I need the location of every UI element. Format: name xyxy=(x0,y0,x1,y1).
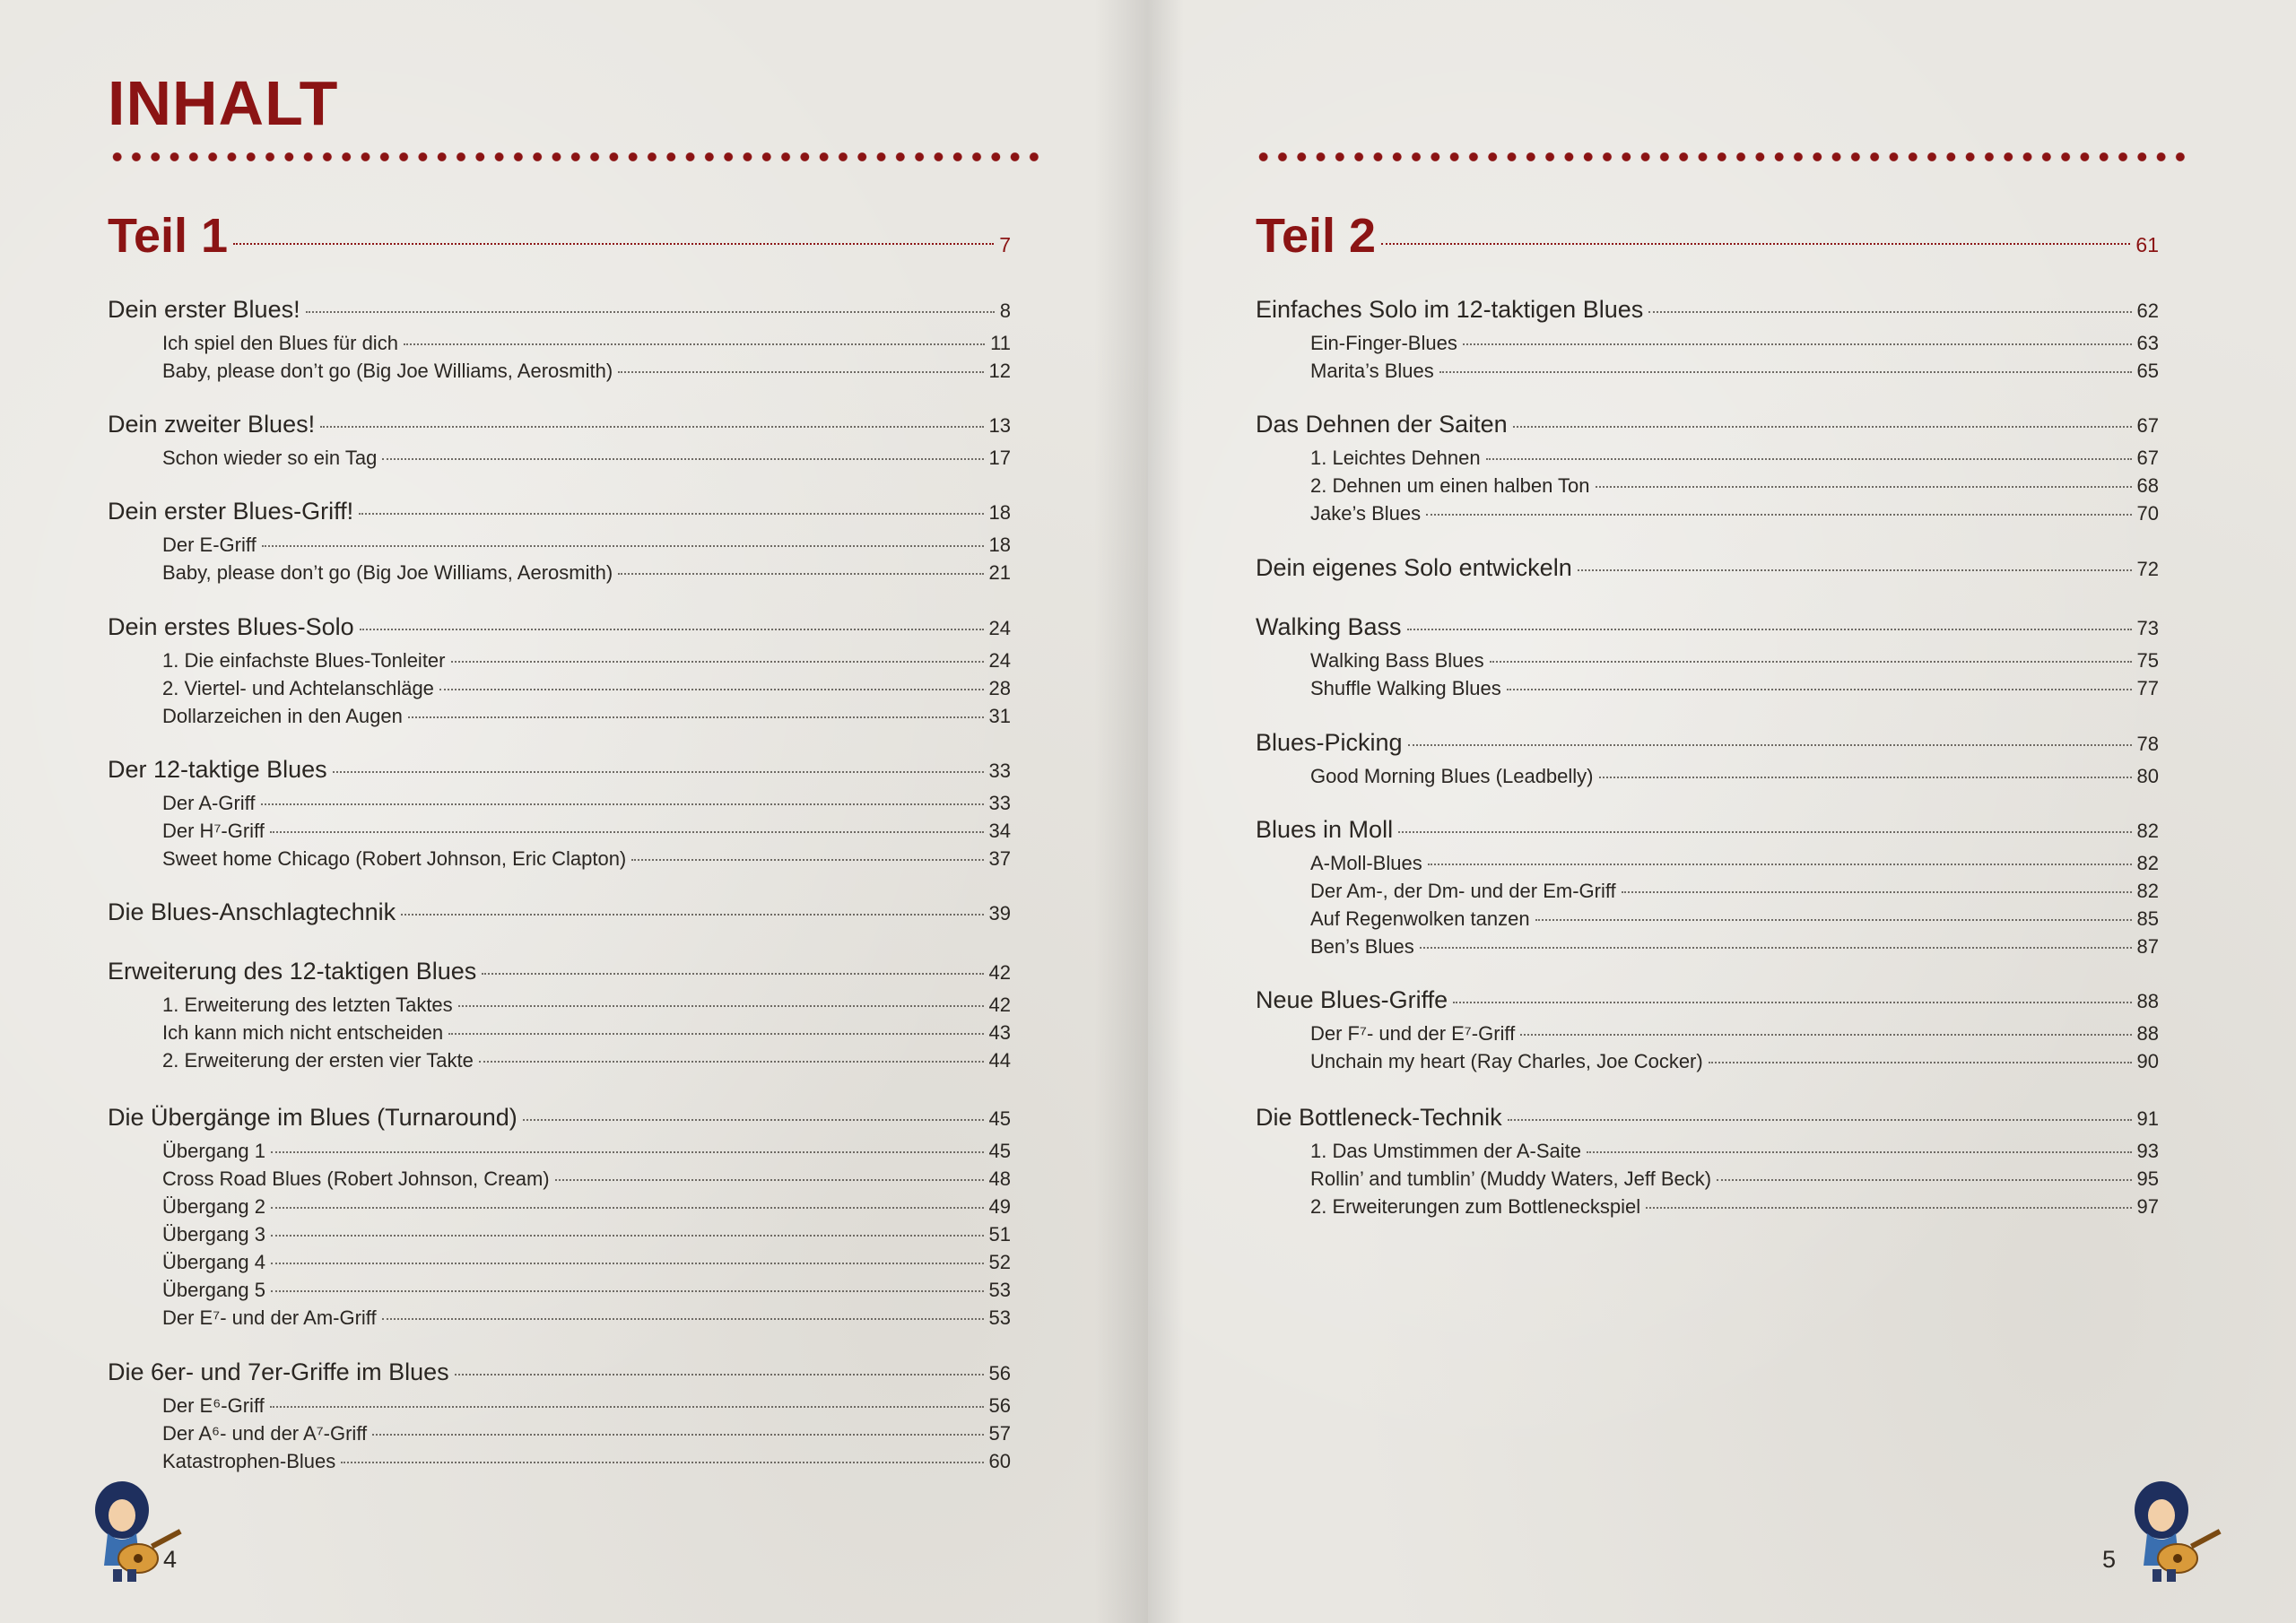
toc-page-number: 67 xyxy=(2136,447,2159,469)
dot-leader xyxy=(1520,1034,2131,1036)
dot-leader xyxy=(271,1290,984,1292)
toc-entry-title: 2. Erweiterung der ersten vier Takte xyxy=(162,1049,474,1072)
toc-entry-title: 1. Erweiterung des letzten Taktes xyxy=(162,994,453,1016)
toc-entry-title: Übergang 4 xyxy=(162,1251,265,1273)
toc-entry-title: Dein eigenes Solo entwickeln xyxy=(1256,554,1572,581)
toc-entry-title: Der F⁷- und der E⁷-Griff xyxy=(1310,1022,1516,1045)
dot-leader xyxy=(1381,243,2130,245)
dot-leader xyxy=(271,1263,984,1264)
toc-page-number: 77 xyxy=(2136,677,2159,699)
toc-page-number: 80 xyxy=(2136,765,2159,787)
dotted-divider xyxy=(1254,151,2188,163)
toc-page-number: 82 xyxy=(2136,880,2159,902)
toc-page-number: 42 xyxy=(988,994,1011,1016)
dot-leader xyxy=(1578,569,2132,571)
toc-page-number: 49 xyxy=(988,1195,1011,1218)
dot-leader xyxy=(479,1061,984,1063)
dot-leader xyxy=(306,311,995,313)
toc-page-number: 65 xyxy=(2136,360,2159,382)
toc-subentry[interactable] xyxy=(1310,360,2159,383)
toc-page-number: 78 xyxy=(2136,733,2159,755)
dot-leader xyxy=(271,1151,984,1153)
toc-entry-title: Der E⁷- und der Am-Griff xyxy=(162,1306,377,1329)
toc-page-number: 37 xyxy=(988,847,1011,870)
toc-page-number: 60 xyxy=(988,1450,1011,1472)
toc-entry-title: Dein erster Blues! xyxy=(108,296,300,323)
dot-leader xyxy=(333,771,984,773)
dot-leader xyxy=(1507,689,2132,690)
dot-leader xyxy=(270,831,984,833)
dot-leader xyxy=(1490,661,2132,663)
toc-entry-title: Die Blues-Anschlagtechnik xyxy=(108,898,396,925)
dot-leader xyxy=(341,1462,983,1463)
toc-subentry[interactable] xyxy=(1310,1167,2159,1191)
dot-leader xyxy=(1428,864,2132,865)
right-page xyxy=(1148,0,2296,1623)
toc-page-number: 56 xyxy=(988,1362,1011,1384)
toc-subentry[interactable] xyxy=(162,1167,1011,1191)
toc-entry-title: Ich kann mich nicht entscheiden xyxy=(162,1021,444,1044)
toc-page-number: 24 xyxy=(988,617,1011,639)
dot-leader xyxy=(455,1374,984,1376)
toc-subentry[interactable] xyxy=(162,1422,1011,1445)
dot-leader xyxy=(1622,891,2132,893)
toc-entry-title: Blues in Moll xyxy=(1256,816,1394,843)
toc-entry-title: Unchain my heart (Ray Charles, Joe Cocker) xyxy=(1310,1050,1703,1072)
toc-page-number: 67 xyxy=(2136,414,2159,437)
toc-entry-title: Der A⁶- und der A⁷-Griff xyxy=(162,1422,368,1445)
toc-page-number: 85 xyxy=(2136,907,2159,930)
toc-page-number: 53 xyxy=(988,1279,1011,1301)
toc-page-number: 56 xyxy=(988,1394,1011,1417)
toc-entry-title: 2. Viertel- und Achtelanschläge xyxy=(162,677,434,699)
toc-entry-title: Der 12-taktige Blues xyxy=(108,756,327,783)
toc-chapter[interactable] xyxy=(108,1358,1011,1386)
toc-subentry[interactable] xyxy=(162,847,1011,871)
dot-leader xyxy=(372,1434,983,1436)
toc-page-number: 13 xyxy=(988,414,1011,437)
dot-leader xyxy=(1408,744,2132,746)
toc-chapter[interactable] xyxy=(1256,816,2159,844)
toc-entry-title: Übergang 2 xyxy=(162,1195,265,1218)
page-title: INHALT xyxy=(108,68,339,138)
toc-entry-title: Einfaches Solo im 12-taktigen Blues xyxy=(1256,296,1644,323)
dot-leader xyxy=(359,513,983,515)
toc-page-number: 63 xyxy=(2136,332,2159,354)
dot-leader xyxy=(1398,831,2131,833)
toc-page-number: 39 xyxy=(988,902,1011,924)
toc-subentry[interactable] xyxy=(162,1394,1011,1418)
toc-entry-title: Auf Regenwolken tanzen xyxy=(1310,907,1530,930)
toc-page-number: 45 xyxy=(988,1140,1011,1162)
dot-leader xyxy=(1508,1119,2132,1121)
toc-entry-title: Die 6er- und 7er-Griffe im Blues xyxy=(108,1358,449,1385)
dot-leader xyxy=(1535,919,2132,921)
dot-leader xyxy=(1453,1002,2131,1003)
toc-entry-title: 1. Leichtes Dehnen xyxy=(1310,447,1481,469)
toc-entry-title: Ben’s Blues xyxy=(1310,935,1414,958)
toc-chapter[interactable] xyxy=(1256,1104,2159,1132)
toc-page-number: 72 xyxy=(2136,558,2159,580)
dot-leader xyxy=(382,1318,984,1320)
toc-page-number: 93 xyxy=(2136,1140,2159,1162)
toc-entry-title: Teil 2 xyxy=(1256,209,1377,263)
toc-page-number: 17 xyxy=(988,447,1011,469)
guitar-player-mascot-icon xyxy=(2126,1480,2226,1585)
dotted-divider xyxy=(108,151,1042,163)
toc-entry-title: Shuffle Walking Blues xyxy=(1310,677,1501,699)
toc-subentry[interactable] xyxy=(162,360,1011,383)
page-number-right: 5 xyxy=(2102,1546,2117,1573)
toc-subentry[interactable] xyxy=(162,1195,1011,1219)
toc-entry-title: 2. Erweiterungen zum Bottleneckspiel xyxy=(1310,1195,1641,1218)
toc-subentry[interactable] xyxy=(162,792,1011,815)
dot-leader xyxy=(1596,486,2132,488)
toc-subentry[interactable] xyxy=(162,1450,1011,1473)
toc-entry-title: Der Am-, der Dm- und der Em-Griff xyxy=(1310,880,1616,902)
toc-subentry[interactable] xyxy=(1310,447,2159,470)
toc-chapter[interactable] xyxy=(108,296,1011,324)
toc-chapter[interactable] xyxy=(108,1104,1011,1132)
toc-subentry[interactable] xyxy=(162,649,1011,673)
toc-page-number: 42 xyxy=(988,961,1011,984)
toc-page-number: 11 xyxy=(990,332,1011,354)
dot-leader xyxy=(270,1406,984,1408)
toc-subentry[interactable] xyxy=(162,1279,1011,1302)
toc-page-number: 82 xyxy=(2136,852,2159,874)
dot-leader xyxy=(382,458,983,460)
toc-entry-title: Blues-Picking xyxy=(1256,729,1403,756)
toc-page-number: 12 xyxy=(988,360,1011,382)
toc-subentry[interactable] xyxy=(1310,502,2159,525)
toc-page-number: 33 xyxy=(988,759,1011,782)
toc-chapter[interactable] xyxy=(108,498,1011,525)
toc-subentry[interactable] xyxy=(1310,677,2159,700)
dot-leader xyxy=(271,1207,984,1209)
dot-leader xyxy=(262,545,984,547)
dot-leader xyxy=(1426,514,2131,516)
toc-entry-title: Ich spiel den Blues für dich xyxy=(162,332,398,354)
toc-subentry[interactable] xyxy=(1310,880,2159,903)
toc-page-number: 90 xyxy=(2136,1050,2159,1072)
toc-entry-title: Übergang 3 xyxy=(162,1223,265,1245)
toc-entry-title: Die Übergänge im Blues (Turnaround) xyxy=(108,1104,517,1131)
toc-entry-title: Katastrophen-Blues xyxy=(162,1450,336,1472)
toc-entry-title: Good Morning Blues (Leadbelly) xyxy=(1310,765,1594,787)
toc-subentry[interactable] xyxy=(162,1251,1011,1274)
toc-entry-title: Walking Bass xyxy=(1256,613,1402,640)
toc-page-number: 68 xyxy=(2136,474,2159,497)
toc-page-number: 44 xyxy=(988,1049,1011,1072)
dot-leader xyxy=(1709,1062,2132,1063)
toc-page-number: 53 xyxy=(988,1306,1011,1329)
toc-chapter[interactable] xyxy=(1256,729,2159,757)
dot-leader xyxy=(360,629,984,630)
toc-subentry[interactable] xyxy=(1310,1050,2159,1073)
toc-chapter[interactable] xyxy=(108,613,1011,641)
toc-subentry[interactable] xyxy=(1310,907,2159,931)
toc-subentry[interactable] xyxy=(162,677,1011,700)
toc-page-number: 95 xyxy=(2136,1167,2159,1190)
dot-leader xyxy=(523,1119,984,1121)
toc-page-number: 18 xyxy=(988,534,1011,556)
toc-page-number: 75 xyxy=(2136,649,2159,672)
toc-entry-title: Der E⁶-Griff xyxy=(162,1394,265,1417)
toc-entry-title: Marita’s Blues xyxy=(1310,360,1434,382)
toc-subentry[interactable] xyxy=(1310,935,2159,959)
dot-leader xyxy=(482,973,983,975)
toc-entry-title: Jake’s Blues xyxy=(1310,502,1422,525)
toc-entry-title: Dollarzeichen in den Augen xyxy=(162,705,403,727)
toc-page-number: 48 xyxy=(988,1167,1011,1190)
toc-page-number: 43 xyxy=(988,1021,1011,1044)
toc-entry-title: Ein-Finger-Blues xyxy=(1310,332,1457,354)
toc-subentry[interactable] xyxy=(1310,1022,2159,1046)
dot-leader xyxy=(271,1235,984,1237)
toc-entry-title: Dein zweiter Blues! xyxy=(108,411,316,438)
toc-page-number: 97 xyxy=(2136,1195,2159,1218)
toc-page-number: 51 xyxy=(988,1223,1011,1245)
dot-leader xyxy=(1439,371,2132,373)
dot-leader xyxy=(1648,311,2131,313)
dot-leader xyxy=(233,243,994,245)
toc-entry-title: Erweiterung des 12-taktigen Blues xyxy=(108,958,477,985)
dot-leader xyxy=(448,1033,983,1035)
toc-subentry[interactable] xyxy=(162,1021,1011,1045)
toc-part-heading[interactable] xyxy=(108,208,1011,264)
dot-leader xyxy=(1420,947,2132,949)
toc-page-number: 24 xyxy=(988,649,1011,672)
dot-leader xyxy=(404,343,985,345)
toc-chapter[interactable] xyxy=(108,958,1011,985)
dot-leader xyxy=(451,661,984,663)
dot-leader xyxy=(618,573,983,575)
toc-entry-title: A-Moll-Blues xyxy=(1310,852,1422,874)
dot-leader xyxy=(1599,777,2132,778)
dot-leader xyxy=(1407,629,2132,630)
toc-entry-title: Baby, please don’t go (Big Joe Williams, Aerosmith) xyxy=(162,360,613,382)
toc-chapter[interactable] xyxy=(1256,296,2159,324)
toc-subentry[interactable] xyxy=(1310,1195,2159,1219)
toc-page-number: 7 xyxy=(999,233,1011,256)
toc-subentry[interactable] xyxy=(162,1306,1011,1330)
dot-leader xyxy=(1463,343,2132,345)
toc-page-number: 61 xyxy=(2135,233,2159,256)
toc-subentry[interactable] xyxy=(162,820,1011,843)
page-number-left: 4 xyxy=(163,1546,178,1573)
dot-leader xyxy=(1513,426,2132,428)
dot-leader xyxy=(1587,1151,2132,1153)
toc-entry-title: Dein erster Blues-Griff! xyxy=(108,498,354,525)
toc-entry-title: 1. Die einfachste Blues-Tonleiter xyxy=(162,649,446,672)
toc-entry-title: Das Dehnen der Saiten xyxy=(1256,411,1508,438)
toc-entry-title: Baby, please don’t go (Big Joe Williams, Aerosmith) xyxy=(162,561,613,584)
toc-chapter[interactable] xyxy=(108,898,1011,926)
dot-leader xyxy=(1717,1179,2131,1181)
toc-entry-title: Teil 1 xyxy=(108,209,229,263)
toc-page-number: 21 xyxy=(988,561,1011,584)
dot-leader xyxy=(458,1005,984,1007)
toc-page-number: 18 xyxy=(988,501,1011,524)
toc-chapter[interactable] xyxy=(1256,411,2159,438)
dot-leader xyxy=(1486,458,2132,460)
toc-entry-title: 1. Das Umstimmen der A-Saite xyxy=(1310,1140,1581,1162)
dot-leader xyxy=(261,803,984,805)
toc-page-number: 34 xyxy=(988,820,1011,842)
dot-leader xyxy=(555,1179,984,1181)
toc-page-number: 88 xyxy=(2136,1022,2159,1045)
toc-page-number: 87 xyxy=(2136,935,2159,958)
toc-chapter[interactable] xyxy=(1256,613,2159,641)
toc-subentry[interactable] xyxy=(162,1223,1011,1246)
toc-page-number: 52 xyxy=(988,1251,1011,1273)
toc-chapter[interactable] xyxy=(108,411,1011,438)
dot-leader xyxy=(1646,1207,2131,1209)
toc-page-number: 91 xyxy=(2136,1107,2159,1130)
toc-entry-title: Übergang 1 xyxy=(162,1140,265,1162)
toc-page-number: 33 xyxy=(988,792,1011,814)
toc-chapter[interactable] xyxy=(1256,554,2159,582)
toc-subentry[interactable] xyxy=(162,447,1011,470)
toc-entry-title: Rollin’ and tumblin’ (Muddy Waters, Jeff Beck) xyxy=(1310,1167,1712,1190)
toc-entry-title: Die Bottleneck-Technik xyxy=(1256,1104,1502,1131)
dot-leader xyxy=(401,914,983,916)
dot-leader xyxy=(439,689,984,690)
toc-entry-title: Schon wieder so ein Tag xyxy=(162,447,378,469)
toc-subentry[interactable] xyxy=(162,994,1011,1017)
toc-entry-title: Dein erstes Blues-Solo xyxy=(108,613,354,640)
toc-page-number: 31 xyxy=(988,705,1011,727)
dot-leader xyxy=(408,716,984,718)
toc-page-number: 73 xyxy=(2136,617,2159,639)
toc-subentry[interactable] xyxy=(1310,649,2159,673)
toc-subentry[interactable] xyxy=(1310,474,2159,498)
toc-entry-title: Der H⁷-Griff xyxy=(162,820,265,842)
toc-entry-title: Der A-Griff xyxy=(162,792,256,814)
toc-page-number: 70 xyxy=(2136,502,2159,525)
toc-chapter[interactable] xyxy=(108,756,1011,784)
dot-leader xyxy=(631,859,983,861)
dot-leader xyxy=(320,426,983,428)
toc-subentry[interactable] xyxy=(162,1049,1011,1072)
toc-page-number: 45 xyxy=(988,1107,1011,1130)
toc-page-number: 8 xyxy=(999,299,1011,322)
toc-subentry[interactable] xyxy=(162,561,1011,585)
toc-subentry[interactable] xyxy=(162,1140,1011,1163)
toc-entry-title: Der E-Griff xyxy=(162,534,257,556)
toc-entry-title: Neue Blues-Griffe xyxy=(1256,986,1448,1013)
toc-subentry[interactable] xyxy=(1310,765,2159,788)
toc-page-number: 62 xyxy=(2136,299,2159,322)
toc-entry-title: Sweet home Chicago (Robert Johnson, Eric Clapton) xyxy=(162,847,627,870)
toc-subentry[interactable] xyxy=(1310,852,2159,875)
toc-part-heading[interactable] xyxy=(1256,208,2159,264)
toc-entry-title: 2. Dehnen um einen halben Ton xyxy=(1310,474,1590,497)
toc-chapter[interactable] xyxy=(1256,986,2159,1014)
toc-subentry[interactable] xyxy=(162,705,1011,728)
toc-page-number: 82 xyxy=(2136,820,2159,842)
toc-subentry[interactable] xyxy=(162,534,1011,557)
toc-entry-title: Cross Road Blues (Robert Johnson, Cream) xyxy=(162,1167,550,1190)
toc-subentry[interactable] xyxy=(162,332,1011,355)
toc-entry-title: Übergang 5 xyxy=(162,1279,265,1301)
toc-entry-title: Walking Bass Blues xyxy=(1310,649,1484,672)
toc-page-number: 88 xyxy=(2136,990,2159,1012)
toc-subentry[interactable] xyxy=(1310,332,2159,355)
toc-page-number: 57 xyxy=(988,1422,1011,1445)
dot-leader xyxy=(618,371,983,373)
toc-subentry[interactable] xyxy=(1310,1140,2159,1163)
toc-page-number: 28 xyxy=(988,677,1011,699)
